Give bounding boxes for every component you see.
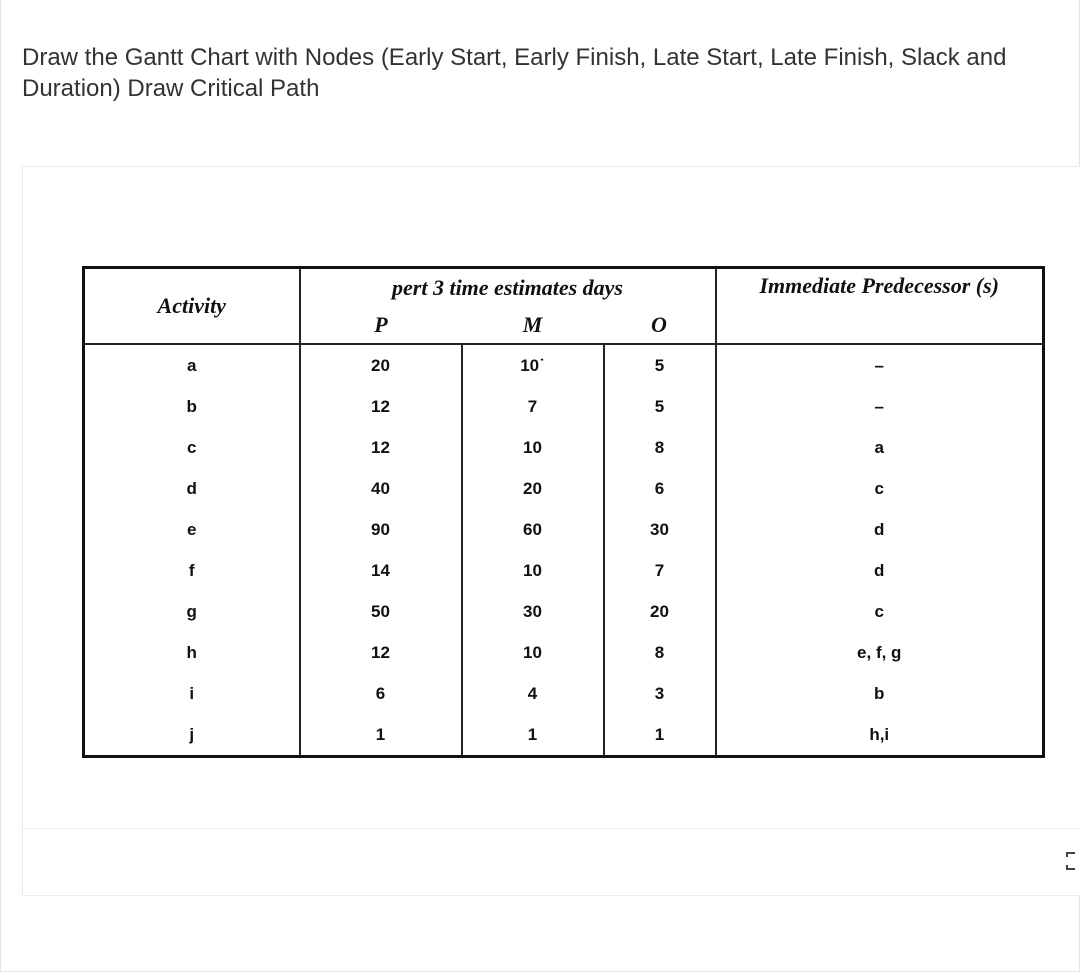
cell-p: 12 bbox=[300, 632, 462, 673]
cell-o: 30 bbox=[604, 509, 716, 550]
cell-predecessor: b bbox=[716, 673, 1044, 714]
header-predecessor: Immediate Predecessor (s) bbox=[716, 268, 1044, 345]
cell-o: 3 bbox=[604, 673, 716, 714]
cell-p: 1 bbox=[300, 714, 462, 757]
cell-predecessor: h,i bbox=[716, 714, 1044, 757]
header-m: M bbox=[462, 307, 604, 344]
table-row bbox=[84, 673, 1044, 714]
cell-m: 60 bbox=[462, 509, 604, 550]
cell-o: 1 bbox=[604, 714, 716, 757]
table-row bbox=[84, 427, 1044, 468]
table-row bbox=[84, 344, 1044, 386]
cell-activity: f bbox=[84, 550, 300, 591]
cell-m: 10˙ bbox=[462, 344, 604, 386]
pert-table bbox=[82, 266, 1045, 758]
cell-o: 5 bbox=[604, 386, 716, 427]
cell-m: 4 bbox=[462, 673, 604, 714]
cell-o: 6 bbox=[604, 468, 716, 509]
table-row bbox=[84, 386, 1044, 427]
cell-o: 8 bbox=[604, 632, 716, 673]
cell-activity: b bbox=[84, 386, 300, 427]
cell-predecessor: – bbox=[716, 344, 1044, 386]
cell-p: 50 bbox=[300, 591, 462, 632]
cell-o: 7 bbox=[604, 550, 716, 591]
expand-corner-icon[interactable] bbox=[1066, 852, 1076, 870]
cell-activity: d bbox=[84, 468, 300, 509]
cell-predecessor: c bbox=[716, 468, 1044, 509]
cell-o: 5 bbox=[604, 344, 716, 386]
cell-activity: j bbox=[84, 714, 300, 757]
header-activity: Activity bbox=[84, 268, 300, 345]
cell-activity: i bbox=[84, 673, 300, 714]
cell-activity: a bbox=[84, 344, 300, 386]
cell-m: 1 bbox=[462, 714, 604, 757]
cell-p: 12 bbox=[300, 427, 462, 468]
cell-p: 40 bbox=[300, 468, 462, 509]
table-row bbox=[84, 509, 1044, 550]
cell-p: 12 bbox=[300, 386, 462, 427]
cell-m: 30 bbox=[462, 591, 604, 632]
table-row bbox=[84, 591, 1044, 632]
cell-m: 7 bbox=[462, 386, 604, 427]
cell-activity: c bbox=[84, 427, 300, 468]
cell-o: 20 bbox=[604, 591, 716, 632]
cell-predecessor: a bbox=[716, 427, 1044, 468]
table-row bbox=[84, 714, 1044, 757]
cell-predecessor: d bbox=[716, 509, 1044, 550]
header-p: P bbox=[300, 307, 462, 344]
cell-m: 10 bbox=[462, 632, 604, 673]
header-o: O bbox=[604, 307, 716, 344]
cell-activity: g bbox=[84, 591, 300, 632]
cell-activity: h bbox=[84, 632, 300, 673]
header-estimates: pert 3 time estimates days bbox=[300, 268, 716, 308]
cell-m: 10 bbox=[462, 427, 604, 468]
cell-predecessor: d bbox=[716, 550, 1044, 591]
cell-activity: e bbox=[84, 509, 300, 550]
cell-predecessor: e, f, g bbox=[716, 632, 1044, 673]
cell-predecessor: c bbox=[716, 591, 1044, 632]
cell-predecessor: – bbox=[716, 386, 1044, 427]
cell-m: 10 bbox=[462, 550, 604, 591]
table-row bbox=[84, 468, 1044, 509]
cell-p: 20 bbox=[300, 344, 462, 386]
cell-p: 6 bbox=[300, 673, 462, 714]
cell-p: 90 bbox=[300, 509, 462, 550]
table-row bbox=[84, 550, 1044, 591]
answer-area[interactable] bbox=[22, 828, 1080, 896]
table-row bbox=[84, 632, 1044, 673]
question-text: Draw the Gantt Chart with Nodes (Early Start, Early Finish, Late Start, Late Finish, Slack and Duration) Draw Critical Path bbox=[22, 44, 1007, 102]
cell-m: 20 bbox=[462, 468, 604, 509]
cell-o: 8 bbox=[604, 427, 716, 468]
cell-p: 14 bbox=[300, 550, 462, 591]
